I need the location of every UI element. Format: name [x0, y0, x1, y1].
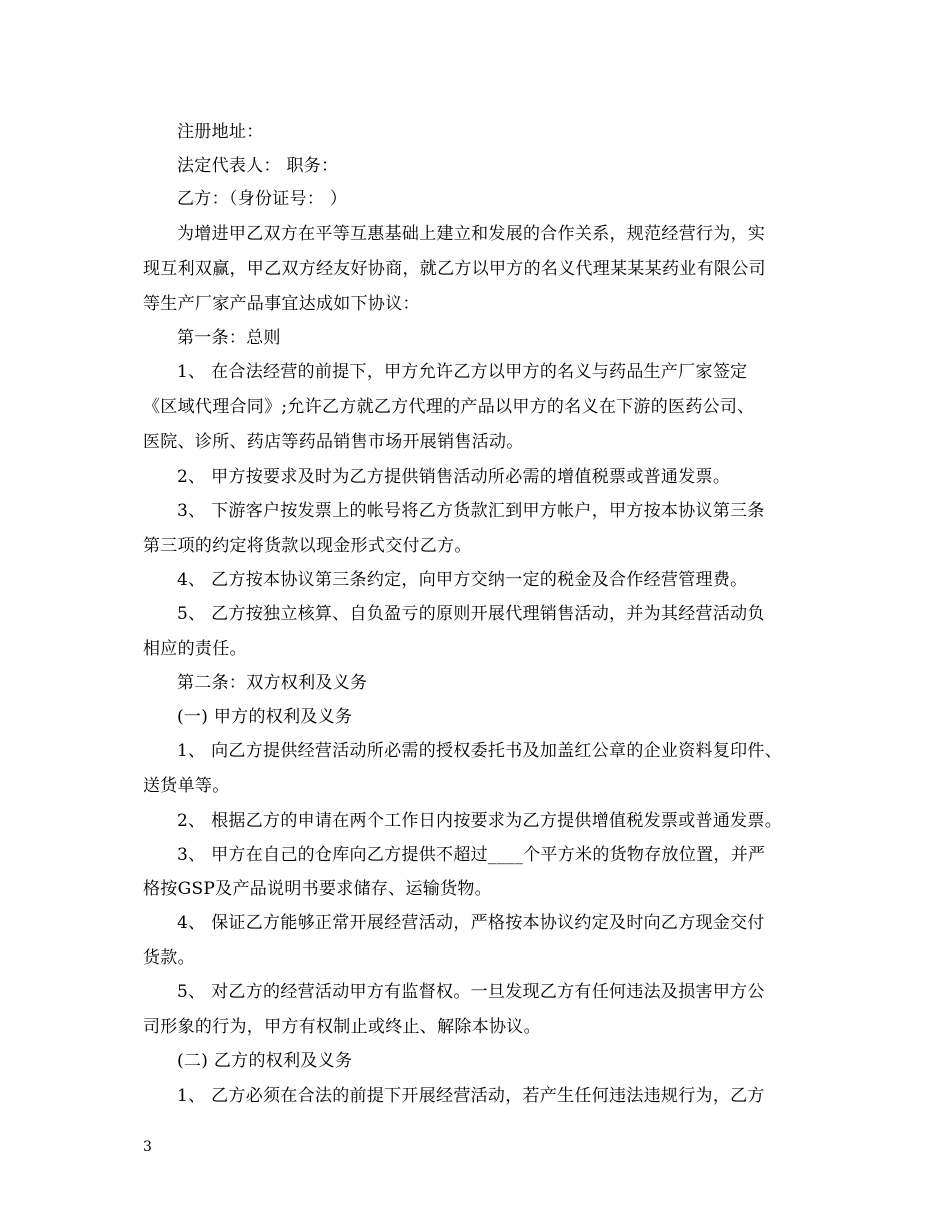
text-line-party-a-item-1a: 1、 向乙方提供经营活动所必需的授权委托书及加盖红公章的企业资料复印件、 — [177, 741, 783, 761]
text-line-party-b-item-1: 1、 乙方必须在合法的前提下开展经营活动，若产生任何违法违规行为，乙方 — [177, 1086, 765, 1106]
text-line-preamble-2: 现互利双赢，甲乙双方经友好协商，就乙方以甲方的名义代理某某某药业有限公司 — [143, 259, 766, 279]
text-line-party-a-item-3a: 3、 甲方在自己的仓库向乙方提供不超过____个平方米的货物存放位置，并严 — [177, 845, 766, 865]
text-line-party-a-item-4a: 4、 保证乙方能够正常开展经营活动，严格按本协议约定及时向乙方现金交付 — [177, 913, 765, 933]
section-heading-article-1: 第一条：总则 — [177, 328, 281, 348]
text-line-article-1-item-3b: 第三项的约定将货款以现金形式交付乙方。 — [143, 536, 472, 556]
text-line-article-1-item-4: 4、 乙方按本协议第三条约定，向甲方交纳一定的税金及合作经营管理费。 — [177, 570, 748, 590]
text-line-article-1-item-1a: 1、 在合法经营的前提下，甲方允许乙方以甲方的名义与药品生产厂家签定 — [177, 362, 748, 382]
text-line-article-1-item-1b: 《区域代理合同》;允许乙方就乙方代理的产品以甲方的名义在下游的医药公司、 — [143, 397, 755, 417]
text-line-article-1-item-2: 2、 甲方按要求及时为乙方提供销售活动所必需的增值税票或普通发票。 — [177, 467, 731, 487]
text-line-party-a-item-5a: 5、 对乙方的经营活动甲方有监督权。一旦发现乙方有任何违法及损害甲方公 — [177, 982, 765, 1002]
text-line-party-a-item-1b: 送货单等。 — [143, 776, 230, 796]
text-line-legal-representative: 法定代表人： 职务： — [177, 156, 339, 176]
text-line-article-1-item-3a: 3、 下游客户按发票上的帐号将乙方货款汇到甲方帐户，甲方按本协议第三条 — [177, 501, 765, 521]
text-line-preamble-1: 为增进甲乙双方在平等互惠基础上建立和发展的合作关系，规范经营行为，实 — [177, 224, 766, 244]
text-line-article-1-item-5b: 相应的责任。 — [143, 639, 247, 659]
text-line-party-b: 乙方：（身份证号： ） — [177, 189, 348, 209]
text-line-preamble-3: 等生产厂家产品事宜达成如下协议： — [143, 294, 420, 314]
subsection-heading-party-a: (一) 甲方的权利及义务 — [177, 707, 353, 727]
text-line-party-a-item-5b: 司形象的行为，甲方有权制止或终止、解除本协议。 — [143, 1017, 541, 1037]
text-line-article-1-item-1c: 医院、诊所、药店等药品销售市场开展销售活动。 — [143, 432, 524, 452]
text-line-party-a-item-4b: 货款。 — [143, 948, 195, 968]
text-line-article-1-item-5a: 5、 乙方按独立核算、自负盈亏的原则开展代理销售活动，并为其经营活动负 — [177, 604, 765, 624]
subsection-heading-party-b: (二) 乙方的权利及义务 — [177, 1051, 353, 1071]
page-number: 3 — [143, 1139, 152, 1155]
section-heading-article-2: 第二条：双方权利及义务 — [177, 673, 368, 693]
text-line-registered-address: 注册地址： — [177, 122, 264, 142]
text-line-party-a-item-2: 2、 根据乙方的申请在两个工作日内按要求为乙方提供增值税发票或普通发票。 — [177, 811, 783, 831]
text-line-party-a-item-3b: 格按GSP及产品说明书要求储存、运输货物。 — [143, 879, 492, 899]
